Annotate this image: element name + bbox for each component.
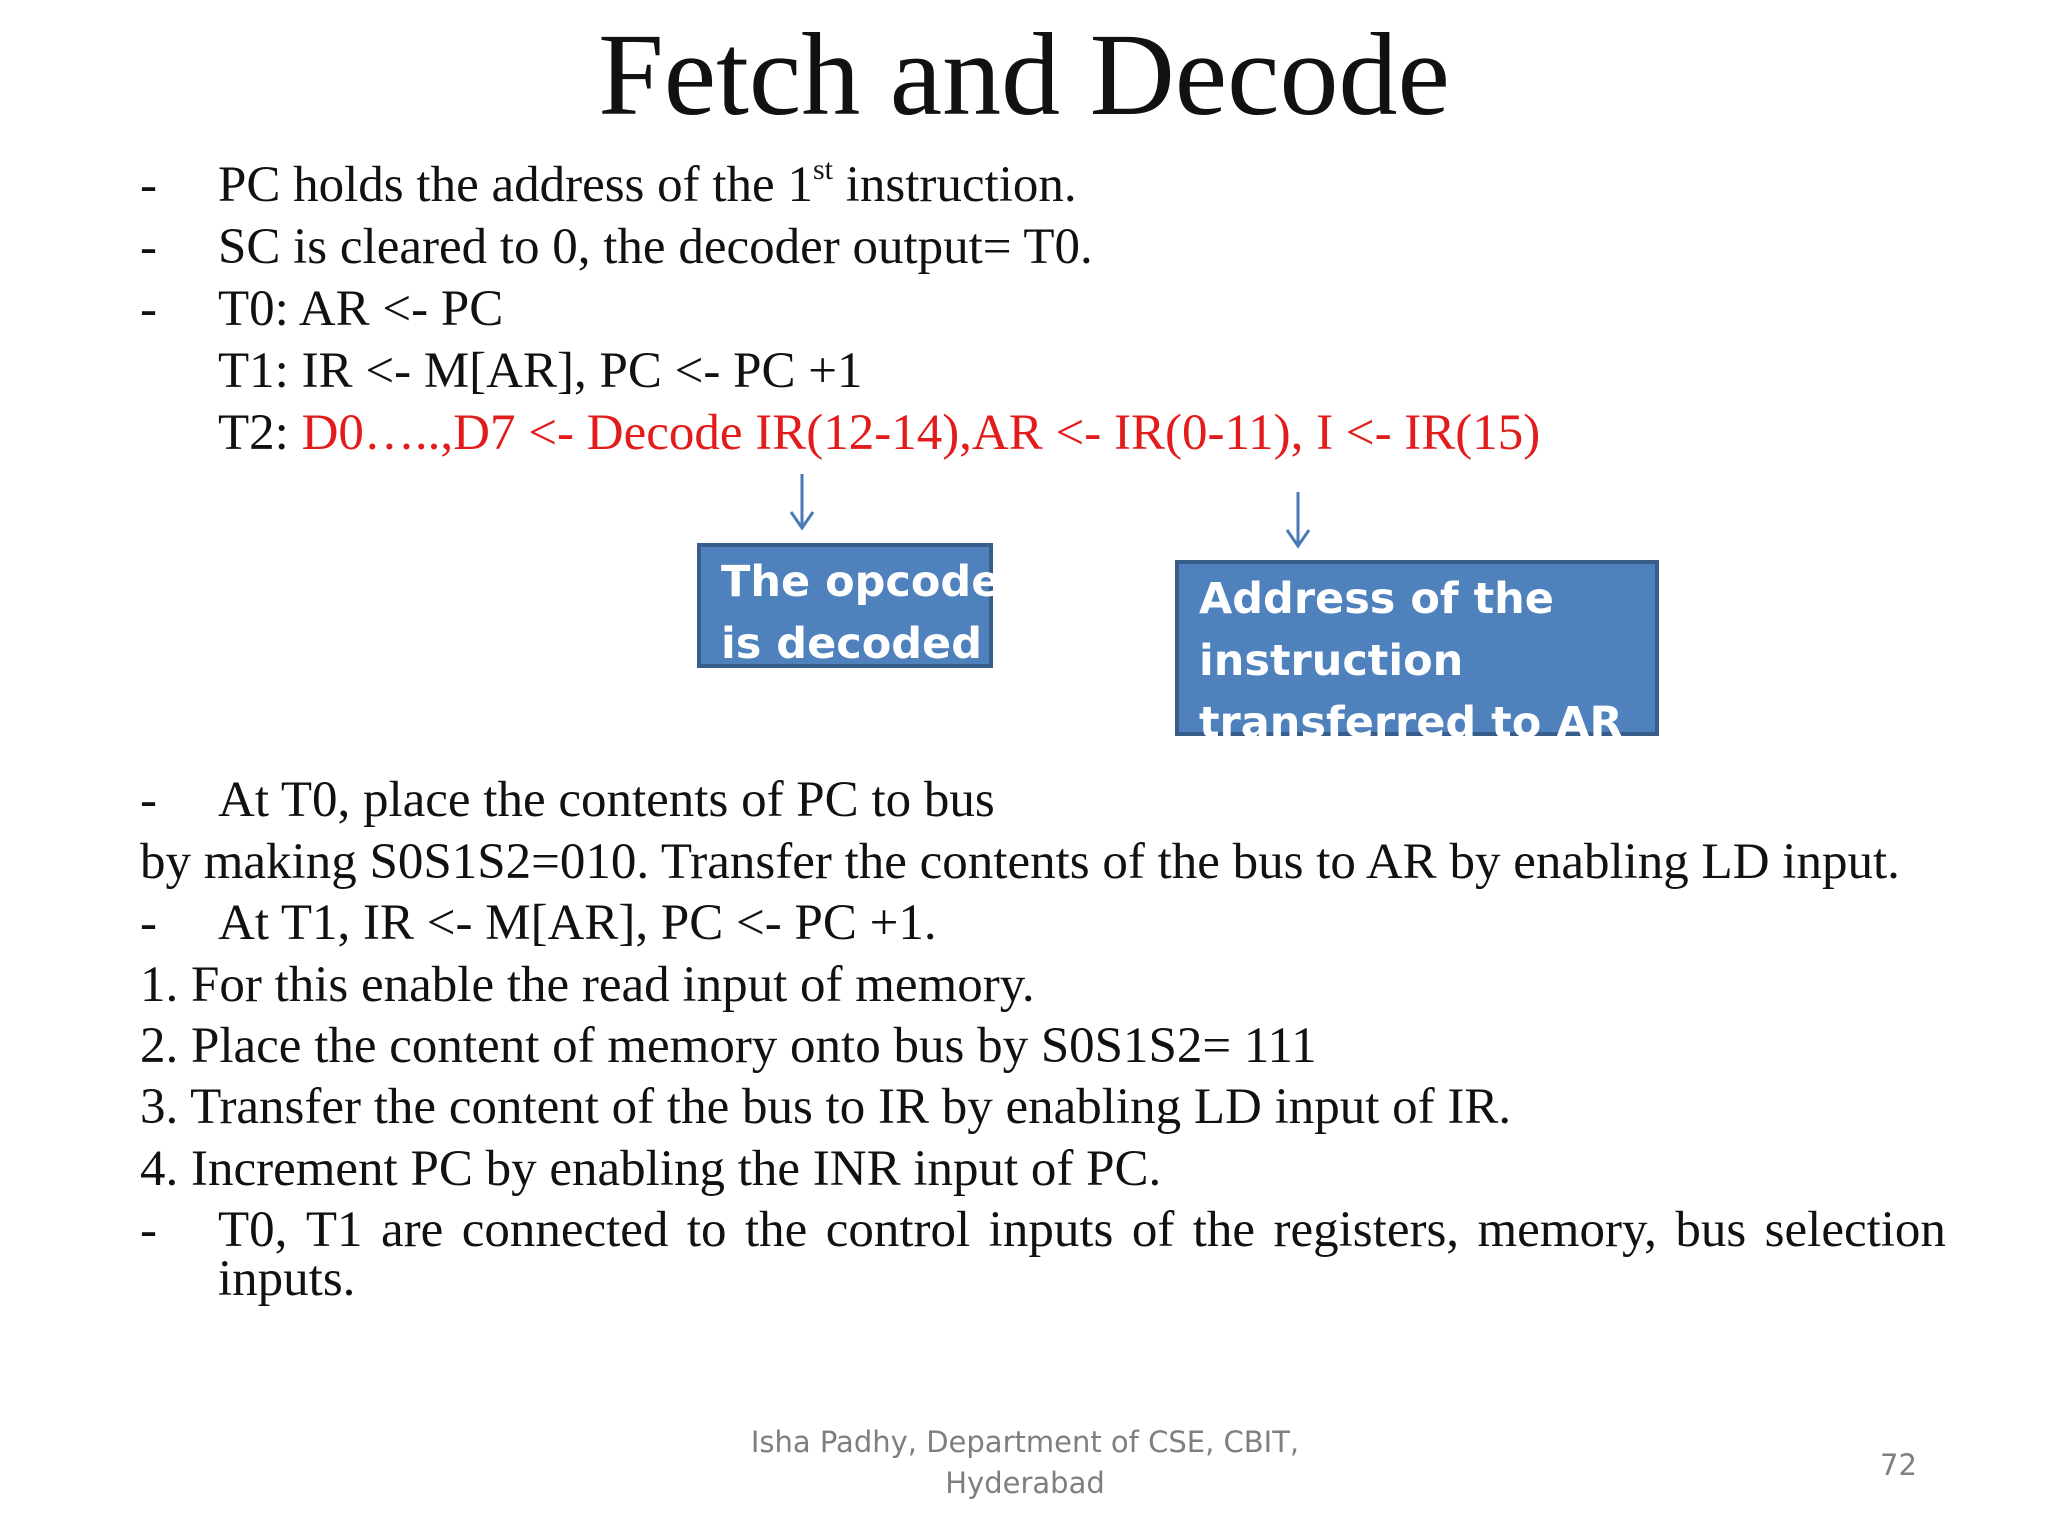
numbered-step-4: 4. Increment PC by enabling the INR input of PC. bbox=[140, 1141, 1162, 1197]
bottom-text-2: by making S0S1S2=010. Transfer the contents of the bus to AR by enabling LD input. bbox=[140, 834, 1900, 890]
footer-line-1: Isha Padhy, Department of CSE, CBIT, bbox=[750, 1425, 1300, 1459]
numbered-step-1: 1. For this enable the read input of memory. bbox=[140, 957, 1035, 1013]
word: to bbox=[686, 1202, 727, 1258]
word: registers, bbox=[1273, 1202, 1460, 1258]
word: are bbox=[380, 1202, 444, 1258]
word: control bbox=[825, 1202, 971, 1258]
step-t2 bbox=[218, 404, 1540, 462]
superscript-st: st bbox=[812, 153, 833, 186]
word: the bbox=[744, 1202, 808, 1258]
slide-footer bbox=[730, 1422, 1320, 1504]
callout-address-transferred bbox=[1175, 560, 1659, 748]
down-arrow-icon bbox=[1283, 490, 1313, 550]
callout-address-line-2: instruction bbox=[1199, 636, 1464, 686]
word: bus bbox=[1675, 1202, 1747, 1258]
bottom-text-8 bbox=[218, 1201, 1946, 1259]
slide-title: Fetch and Decode bbox=[598, 9, 1450, 140]
word: selection bbox=[1764, 1202, 1946, 1258]
numbered-step-3: 3. Transfer the content of the bus to IR by enabling LD input of IR. bbox=[140, 1079, 1512, 1135]
step-t2-label: T2: bbox=[218, 405, 302, 461]
bottom-text-3: At T1, IR <- M[AR], PC <- PC +1. bbox=[218, 895, 937, 951]
bullet-text-1-main: PC holds the address of the 1 bbox=[218, 157, 813, 213]
callout-address-line-3: transferred to AR bbox=[1199, 698, 1623, 748]
callout-opcode-decoded bbox=[697, 543, 1001, 669]
callout-address-line-1: Address of the bbox=[1199, 574, 1554, 624]
word: inputs bbox=[988, 1202, 1114, 1258]
step-t0: T0: AR <- PC bbox=[218, 281, 504, 337]
down-arrow-icon bbox=[787, 472, 817, 532]
numbered-step-2: 2. Place the content of memory onto bus by S0S1S2= 111 bbox=[140, 1018, 1317, 1074]
bullet-dash: - bbox=[140, 895, 157, 951]
page-number: 72 bbox=[1880, 1448, 1917, 1482]
step-t2-decode: D0…..,D7 <- Decode IR(12-14),AR <- IR(0-11), I <- IR(15) bbox=[301, 405, 1541, 461]
callout-opcode-line-2: is decoded bbox=[721, 619, 983, 669]
word: memory, bbox=[1477, 1202, 1657, 1258]
bullet-dash: - bbox=[140, 157, 157, 213]
bottom-text-1: At T0, place the contents of PC to bus bbox=[218, 772, 995, 828]
bullet-dash: - bbox=[140, 281, 157, 337]
bullet-text-2: SC is cleared to 0, the decoder output= T0. bbox=[218, 219, 1093, 275]
step-t1: T1: IR <- M[AR], PC <- PC +1 bbox=[218, 343, 863, 399]
word: the bbox=[1192, 1202, 1256, 1258]
bullet-dash: - bbox=[140, 219, 157, 275]
word: connected bbox=[461, 1202, 669, 1258]
word: T1 bbox=[305, 1202, 363, 1258]
bottom-text-9: inputs. bbox=[218, 1251, 356, 1307]
bullet-text-1 bbox=[218, 153, 1077, 214]
bullet-text-1-end: instruction. bbox=[832, 157, 1077, 213]
bullet-dash: - bbox=[140, 772, 157, 828]
bullet-dash: - bbox=[140, 1202, 157, 1258]
callout-opcode-line-1: The opcode bbox=[721, 557, 1001, 607]
word: T0, bbox=[218, 1202, 288, 1258]
footer-line-2: Hyderabad bbox=[945, 1466, 1105, 1500]
word: of bbox=[1131, 1202, 1175, 1258]
